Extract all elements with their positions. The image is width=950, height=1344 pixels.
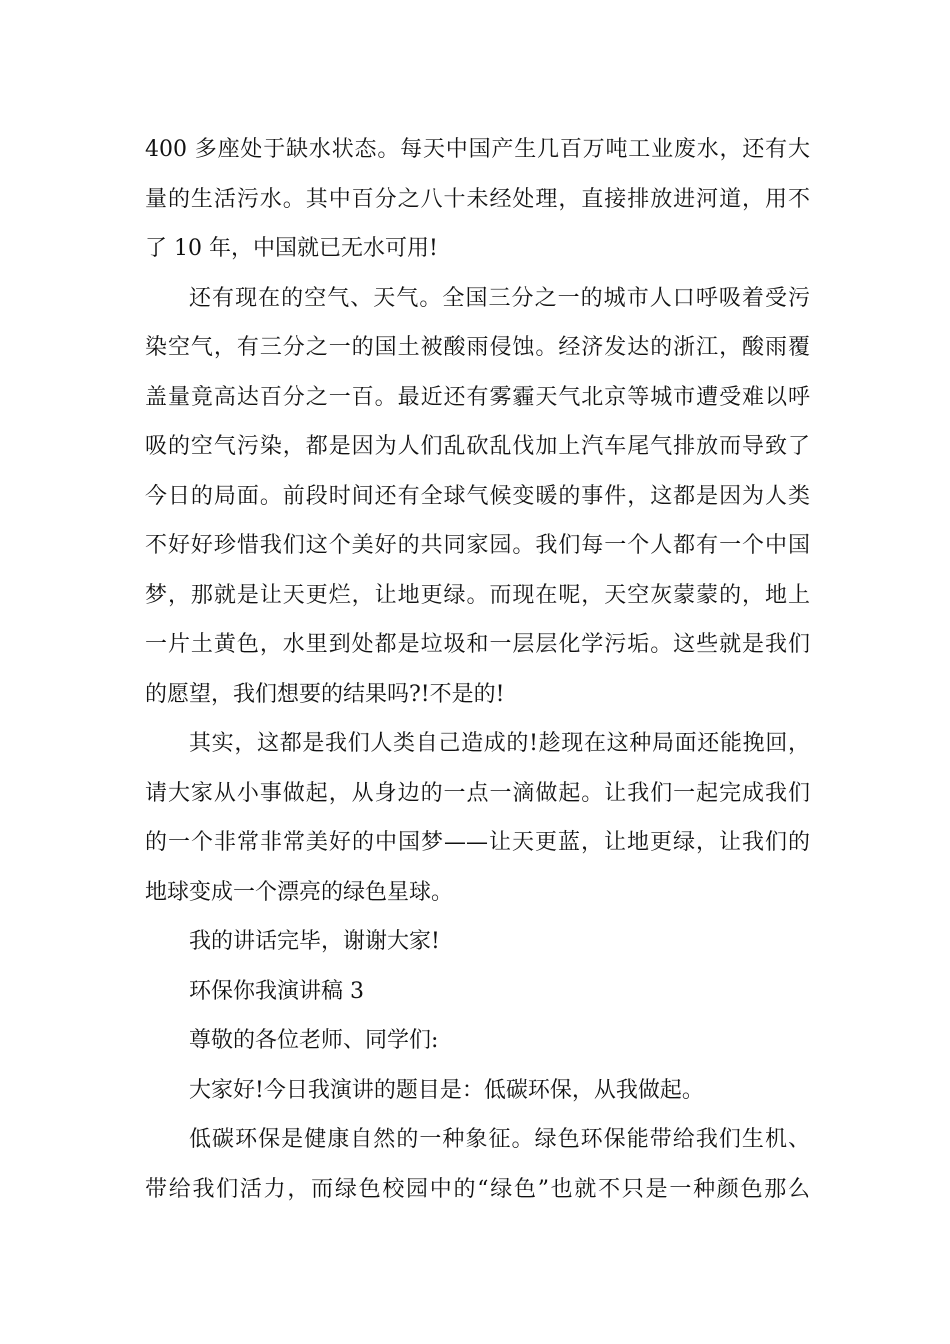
opening-greeting (145, 1066, 810, 1116)
paragraph-closing (145, 917, 810, 967)
paragraph-water-pollution (145, 125, 810, 274)
text-line: 梦，那就是让天更烂，让地更绿。而现在呢，天空灰蒙蒙的，地上 (145, 582, 810, 608)
text-line: 了 10 年，中国就已无水可用! (145, 236, 438, 261)
section-heading (145, 967, 810, 1017)
text-line: 我的讲话完毕，谢谢大家! (189, 929, 440, 954)
text-line: 地球变成一个漂亮的绿色星球。 (145, 879, 454, 905)
text-line: 盖量竟高达百分之一百。最近还有雾霾天气北京等城市遭受难以呼 (145, 384, 810, 410)
text-line: 请大家从小事做起，从身边的一点一滴做起。让我们一起完成我们 (145, 780, 810, 806)
document-body (145, 125, 810, 1214)
text-line: 尊敬的各位老师、同学们: (189, 1028, 439, 1053)
text-line: 带给我们活力，而绿色校园中的“绿色”也就不只是一种颜色那么 (145, 1176, 810, 1202)
paragraph-air-pollution (145, 274, 810, 720)
text-line: 环保你我演讲稿 3 (189, 978, 364, 1004)
paragraph-low-carbon (145, 1115, 810, 1214)
text-line: 其实，这都是我们人类自己造成的!趁现在这种局面还能挽回， (189, 731, 810, 756)
text-line: 一片土黄色，水里到处都是垃圾和一层层化学污垢。这些就是我们 (145, 632, 810, 657)
paragraph-call-to-action (145, 719, 810, 917)
text-line: 吸的空气污染，都是因为人们乱砍乱伐加上汽车尾气排放而导致了 (145, 434, 810, 459)
text-line: 大家好!今日我演讲的题目是：低碳环保，从我做起。 (189, 1077, 704, 1103)
text-line: 量的生活污水。其中百分之八十未经处理，直接排放进河道，用不 (145, 186, 810, 212)
text-line: 400 多座处于缺水状态。每天中国产生几百万吨工业废水，还有大 (145, 137, 810, 162)
text-line: 的一个非常非常美好的中国梦——让天更蓝，让地更绿，让我们的 (145, 830, 810, 855)
text-line: 今日的局面。前段时间还有全球气候变暖的事件，这都是因为人类 (145, 483, 810, 509)
text-line: 不好好珍惜我们这个美好的共同家园。我们每一个人都有一个中国 (145, 533, 810, 558)
text-line: 还有现在的空气、天气。全国三分之一的城市人口呼吸着受污 (189, 285, 810, 311)
salutation (145, 1016, 810, 1066)
text-line: 低碳环保是健康自然的一种象征。绿色环保能带给我们生机、 (189, 1127, 810, 1152)
text-line: 的愿望，我们想要的结果吗?!不是的! (145, 681, 505, 707)
text-line: 染空气，有三分之一的国土被酸雨侵蚀。经济发达的浙江，酸雨覆 (145, 335, 810, 360)
